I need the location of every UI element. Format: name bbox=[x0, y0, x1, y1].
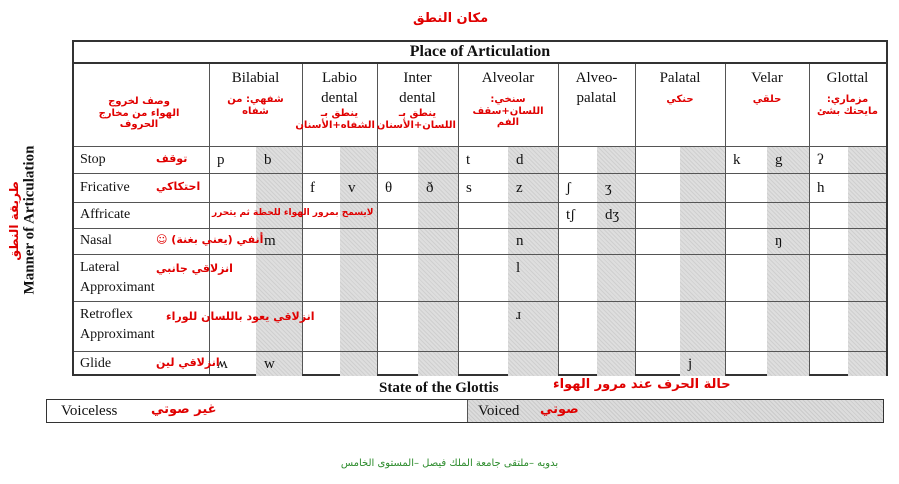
voiced-column-shade bbox=[597, 146, 635, 376]
row-arabic-note: توقف bbox=[156, 152, 188, 165]
column-header-label: Inter bbox=[403, 70, 432, 86]
column-header-label: palatal bbox=[576, 90, 617, 106]
row-header-3 bbox=[80, 231, 112, 251]
row-header-1 bbox=[80, 178, 130, 198]
column-divider bbox=[725, 64, 726, 374]
phoneme-symbol: t bbox=[466, 152, 471, 168]
column-header-label: Glottal bbox=[826, 70, 869, 86]
voiced-label: Voiced bbox=[478, 403, 520, 419]
corner-note-line: الحروف bbox=[119, 119, 159, 130]
row-header-label: Lateral bbox=[80, 260, 120, 275]
phoneme-symbol: n bbox=[516, 233, 524, 249]
column-header-label: Bilabial bbox=[231, 70, 280, 86]
column-header-label: Alveolar bbox=[481, 70, 535, 86]
row-header-label: Fricative bbox=[80, 180, 130, 195]
column-divider bbox=[209, 64, 210, 374]
column-arabic-line: سنخي: bbox=[490, 94, 526, 105]
row-header-label: Glide bbox=[80, 356, 112, 371]
column-header-6 bbox=[725, 68, 809, 88]
column-arabic-line: شفهي: من bbox=[227, 94, 284, 105]
voiced-column-shade bbox=[848, 146, 886, 376]
phoneme-symbol: j bbox=[688, 356, 693, 372]
phoneme-symbol: ʒ bbox=[605, 180, 612, 196]
column-header-0 bbox=[209, 68, 302, 88]
row-header-label: Approximant bbox=[80, 280, 155, 295]
column-header-3 bbox=[458, 68, 558, 88]
row-divider bbox=[74, 202, 886, 203]
row-header-label: Retroflex bbox=[80, 307, 133, 322]
corner-note-line: الهواء من مخارج bbox=[98, 107, 180, 119]
row-divider bbox=[74, 301, 886, 302]
state-of-glottis-arabic-title: حالة الحرف عند مرور الهواء bbox=[553, 377, 731, 392]
column-header-4 bbox=[558, 68, 635, 108]
row-divider bbox=[74, 146, 886, 147]
row-header-6 bbox=[80, 354, 111, 374]
row-arabic-note: احتكاكي bbox=[156, 180, 201, 193]
phoneme-symbol: θ bbox=[385, 180, 393, 196]
row-divider bbox=[74, 254, 886, 255]
phoneme-symbol: ɹ bbox=[516, 307, 521, 323]
phoneme-symbol: s bbox=[466, 180, 472, 196]
voiced-arabic-label: صوتي bbox=[540, 402, 579, 417]
voiced-column-shade bbox=[340, 146, 377, 376]
corner-note-line: وصف لخروج bbox=[108, 96, 170, 107]
phoneme-symbol: tʃ bbox=[566, 207, 576, 223]
row-divider bbox=[74, 173, 886, 174]
row-header-label: Stop bbox=[80, 152, 106, 167]
column-divider bbox=[558, 64, 559, 374]
voiceless-arabic-label: غير صوتي bbox=[151, 402, 217, 417]
column-divider bbox=[302, 64, 303, 374]
place-of-articulation-header: Place of Articulation bbox=[72, 40, 888, 62]
corner-arabic-note bbox=[84, 96, 194, 131]
phoneme-symbol: w bbox=[264, 356, 275, 372]
phoneme-symbol: d bbox=[516, 152, 524, 168]
voiced-column-shade bbox=[680, 146, 725, 376]
phoneme-symbol: v bbox=[348, 180, 356, 196]
phoneme-symbol: f bbox=[310, 180, 315, 196]
phoneme-symbol: ð bbox=[426, 180, 434, 196]
column-divider bbox=[377, 64, 378, 374]
column-arabic-line: مايحتك بشئ bbox=[817, 105, 878, 117]
column-divider bbox=[809, 64, 810, 374]
column-header-arabic-note bbox=[211, 94, 300, 117]
column-arabic-line: حلقي bbox=[752, 94, 782, 105]
phoneme-symbol: ʍ bbox=[217, 356, 228, 372]
phoneme-symbol: m bbox=[264, 233, 276, 249]
row-header-0 bbox=[80, 150, 106, 170]
column-header-2 bbox=[377, 68, 458, 108]
column-arabic-line: حنكي bbox=[666, 94, 694, 105]
row-divider bbox=[74, 351, 886, 352]
column-arabic-line: اللسان+سقف الفم bbox=[472, 105, 544, 128]
row-header-label: Approximant bbox=[80, 327, 155, 342]
voiced-column-shade bbox=[418, 146, 458, 376]
phoneme-symbol: g bbox=[775, 152, 783, 168]
column-header-label: Velar bbox=[751, 70, 783, 86]
row-arabic-note: انزلاقي لين bbox=[156, 356, 220, 369]
state-of-glottis-title: State of the Glottis bbox=[379, 380, 499, 396]
phoneme-symbol: p bbox=[217, 152, 225, 168]
column-header-label: Alveo- bbox=[575, 70, 618, 86]
phoneme-symbol: h bbox=[817, 180, 825, 196]
phoneme-symbol: z bbox=[516, 180, 523, 196]
voiced-shaded-area bbox=[467, 400, 883, 422]
row-header-label: Nasal bbox=[80, 233, 112, 248]
row-header-2 bbox=[80, 205, 130, 225]
column-divider bbox=[458, 64, 459, 374]
row-arabic-note: لايسمح بمرور الهواء للحظة ثم يتحرر bbox=[212, 208, 374, 218]
column-header-arabic-note bbox=[376, 108, 456, 131]
column-header-7 bbox=[809, 68, 886, 88]
voiceless-label: Voiceless bbox=[61, 403, 118, 419]
column-divider bbox=[635, 64, 636, 374]
column-header-arabic-note bbox=[295, 108, 375, 131]
column-arabic-line: ينطق بـ bbox=[320, 108, 359, 119]
footer-credit: بدويه –ملتقى جامعة الملك فيصل –المستوى الخامس bbox=[340, 458, 559, 469]
manner-of-articulation-arabic-label: طريقة النطق bbox=[6, 181, 21, 261]
row-arabic-note: أنفي (يعني بغنة) ☺ bbox=[156, 233, 264, 246]
row-divider bbox=[74, 228, 886, 229]
column-arabic-line: ينطق بـ bbox=[398, 108, 437, 119]
column-header-label: dental bbox=[321, 90, 358, 106]
phoneme-symbol: ʔ bbox=[817, 152, 824, 168]
column-header-arabic-note bbox=[460, 94, 556, 129]
row-header-4 bbox=[80, 258, 155, 298]
voiced-column-shade bbox=[767, 146, 809, 376]
column-header-1 bbox=[302, 68, 377, 108]
place-of-articulation-arabic-title: مكان النطق bbox=[413, 11, 489, 26]
column-arabic-line: الشفاه+الأسنان bbox=[295, 119, 375, 131]
voicing-legend bbox=[46, 399, 884, 423]
row-header-5 bbox=[80, 305, 155, 345]
column-header-5 bbox=[635, 68, 725, 88]
phoneme-symbol: b bbox=[264, 152, 272, 168]
row-header-label: Affricate bbox=[80, 207, 131, 222]
column-header-arabic-note bbox=[637, 94, 723, 106]
articulation-table bbox=[72, 62, 888, 376]
column-header-arabic-note bbox=[727, 94, 807, 106]
column-header-label: Palatal bbox=[659, 70, 701, 86]
column-header-label: Labio bbox=[322, 70, 357, 86]
phoneme-symbol: l bbox=[516, 260, 521, 276]
row-arabic-note: انزلاقي يعود باللسان للوراء bbox=[166, 310, 315, 323]
voiced-column-shade bbox=[256, 146, 302, 376]
column-arabic-line: شفاه bbox=[242, 105, 269, 117]
column-arabic-line: مزماري: bbox=[826, 94, 869, 105]
manner-of-articulation-label: Manner of Articulation bbox=[21, 145, 38, 295]
phoneme-symbol: k bbox=[733, 152, 741, 168]
column-header-arabic-note bbox=[811, 94, 884, 117]
phoneme-symbol: dʒ bbox=[605, 207, 620, 223]
column-header-label: dental bbox=[399, 90, 436, 106]
row-arabic-note: انزلاقي جانبي bbox=[156, 262, 233, 275]
column-arabic-line: اللسان+الأسنان bbox=[376, 119, 456, 131]
phoneme-symbol: ʃ bbox=[566, 180, 571, 196]
phoneme-symbol: ŋ bbox=[775, 233, 783, 249]
